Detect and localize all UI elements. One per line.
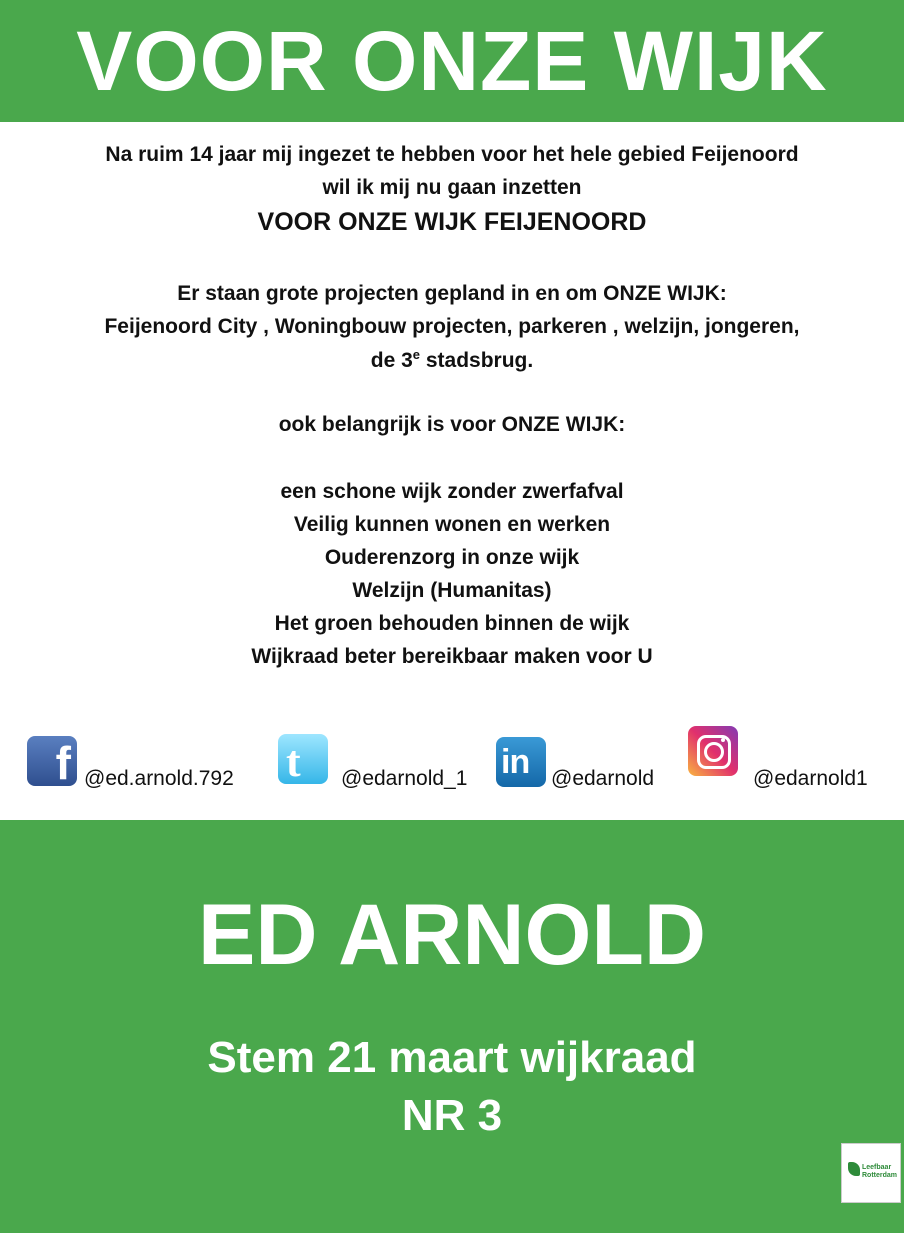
linkedin-icon[interactable]: in	[496, 737, 546, 787]
facebook-handle[interactable]: @ed.arnold.792	[84, 767, 234, 790]
list-item: Ouderenzorg in onze wijk	[324, 546, 580, 569]
list-item: een schone wijk zonder zwerfafval	[280, 480, 624, 503]
list-item: Het groen behouden binnen de wijk	[274, 612, 630, 635]
instagram-handle[interactable]: @edarnold1	[753, 767, 868, 790]
linkedin-handle[interactable]: @edarnold	[551, 767, 655, 790]
twitter-icon[interactable]: t	[278, 734, 328, 784]
page-title: VOOR ONZE WIJK	[76, 14, 828, 108]
facebook-icon[interactable]: f	[27, 736, 77, 786]
intro-line-1: Na ruim 14 jaar mij ingezet te hebben voor het hele gebied Feijenoord	[105, 143, 799, 166]
list-item: Wijkraad beter bereikbaar maken voor U	[251, 645, 653, 668]
candidate-name: ED ARNOLD	[197, 887, 707, 983]
intro-line-2: wil ik mij nu gaan inzetten	[322, 176, 582, 199]
party-logo: Leefbaar Rotterdam	[841, 1143, 901, 1203]
candidate-number: NR 3	[401, 1091, 503, 1140]
projects-line-2: Feijenoord City , Woningbouw projecten, parkeren , welzijn, jongeren,	[104, 315, 800, 338]
projects-line-3: de 3e stadsbrug.	[370, 347, 534, 372]
list-item: Veilig kunnen wonen en werken	[293, 513, 611, 536]
top-banner	[0, 0, 904, 122]
list-item: Welzijn (Humanitas)	[352, 579, 552, 602]
intro-heading: VOOR ONZE WIJK FEIJENOORD	[257, 208, 647, 236]
projects-line-1: Er staan grote projecten gepland in en om ONZE WIJK:	[177, 282, 727, 305]
important-heading: ook belangrijk is voor ONZE WIJK:	[278, 413, 626, 436]
leaf-icon	[848, 1162, 860, 1176]
twitter-handle[interactable]: @edarnold_1	[341, 767, 468, 790]
instagram-icon[interactable]	[688, 726, 738, 776]
vote-line: Stem 21 maart wijkraad	[207, 1033, 697, 1082]
